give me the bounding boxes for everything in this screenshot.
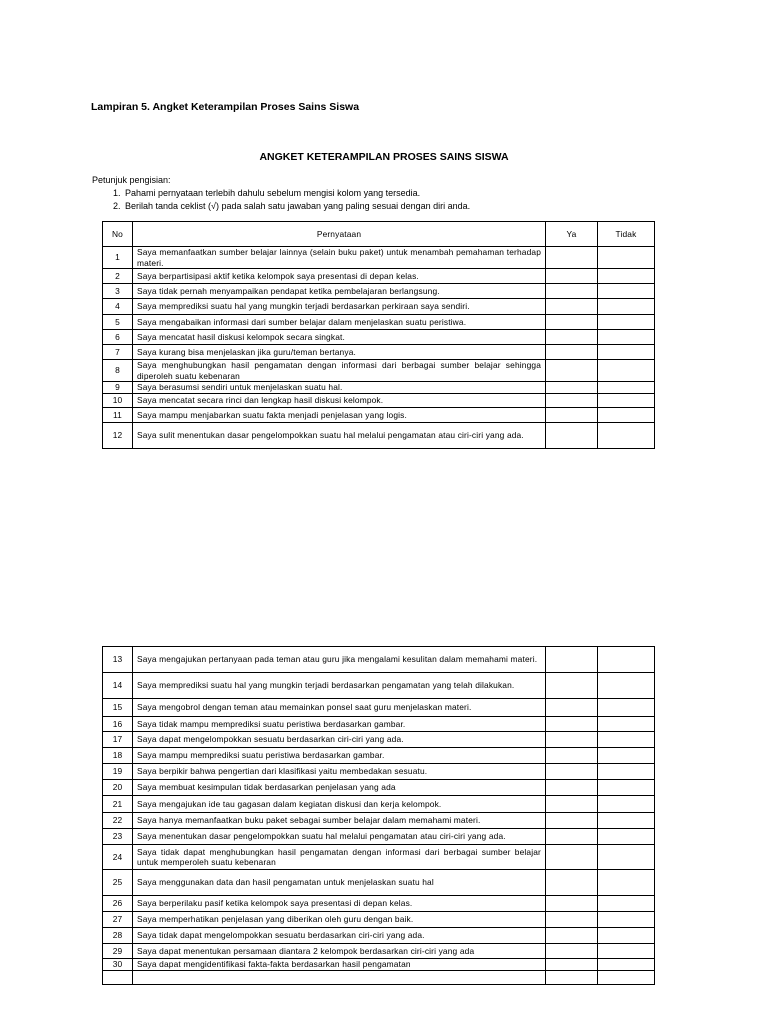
answer-yes-cell[interactable]	[546, 299, 598, 315]
answer-yes-cell[interactable]	[546, 912, 598, 928]
table-header-row	[103, 222, 655, 247]
answer-no-cell[interactable]	[598, 423, 655, 449]
header-statement: Pernyataan	[133, 222, 546, 247]
answer-no-cell[interactable]	[598, 912, 655, 928]
row-statement: Saya memprediksi suatu hal yang mungkin terjadi berdasarkan perkiraan saya sendiri.	[133, 299, 546, 315]
table-body-1	[103, 247, 655, 449]
answer-yes-cell[interactable]	[546, 247, 598, 269]
table-row	[103, 748, 655, 764]
row-statement: Saya tidak dapat mengelompokkan sesuatu berdasarkan ciri-ciri yang ada.	[133, 928, 546, 944]
answer-yes-cell[interactable]	[546, 717, 598, 732]
row-statement: Saya berperilaku pasif ketika kelompok saya presentasi di depan kelas.	[133, 896, 546, 912]
appendix-title: Lampiran 5. Angket Keterampilan Proses Sains Siswa	[91, 101, 360, 113]
answer-yes-cell[interactable]	[546, 845, 598, 870]
row-number	[103, 971, 133, 985]
table-row	[103, 673, 655, 699]
answer-no-cell[interactable]	[598, 717, 655, 732]
answer-yes-cell[interactable]	[546, 732, 598, 748]
answer-no-cell[interactable]	[598, 345, 655, 360]
answer-no-cell[interactable]	[598, 269, 655, 284]
table-body-2	[103, 647, 655, 985]
answer-no-cell[interactable]	[598, 845, 655, 870]
questionnaire-table-part-2	[102, 646, 655, 985]
row-number: 29	[103, 944, 133, 959]
answer-no-cell[interactable]	[598, 870, 655, 896]
instructions-heading: Petunjuk pengisian:	[92, 175, 171, 185]
row-statement: Saya mampu memprediksi suatu peristiwa berdasarkan gambar.	[133, 748, 546, 764]
table-row	[103, 394, 655, 408]
table-row	[103, 284, 655, 299]
row-statement: Saya berpikir bahwa pengertian dari klasifikasi yaitu membedakan sesuatu.	[133, 764, 546, 780]
row-number: 17	[103, 732, 133, 748]
table-row	[103, 944, 655, 959]
row-statement: Saya tidak dapat menghubungkan hasil pengamatan dengan informasi dari berbagai sumber belajar untuk memperoleh suatu kebenaran	[133, 845, 546, 870]
answer-no-cell[interactable]	[598, 699, 655, 717]
questionnaire-title: ANGKET KETERAMPILAN PROSES SAINS SISWA	[259, 151, 509, 163]
row-statement: Saya mencatat secara rinci dan lengkap hasil diskusi kelompok.	[133, 394, 546, 408]
row-statement: Saya memprediksi suatu hal yang mungkin terjadi berdasarkan pengamatan yang telah dilakukan.	[133, 673, 546, 699]
row-number: 25	[103, 870, 133, 896]
answer-yes-cell[interactable]	[546, 394, 598, 408]
table-row	[103, 647, 655, 673]
answer-yes-cell[interactable]	[546, 269, 598, 284]
answer-yes-cell[interactable]	[546, 382, 598, 394]
row-statement: Saya menghubungkan hasil pengamatan dengan informasi dari berbagai sumber belajar sehingga diperoleh suatu kebenaran	[133, 360, 546, 382]
answer-no-cell[interactable]	[598, 382, 655, 394]
answer-yes-cell[interactable]	[546, 944, 598, 959]
answer-no-cell[interactable]	[598, 408, 655, 423]
table-row	[103, 959, 655, 971]
row-number: 1	[103, 247, 133, 269]
row-number: 11	[103, 408, 133, 423]
answer-no-cell[interactable]	[598, 315, 655, 330]
answer-no-cell[interactable]	[598, 284, 655, 299]
answer-yes-cell[interactable]	[546, 780, 598, 796]
row-statement: Saya dapat mengelompokkan sesuatu berdasarkan ciri-ciri yang ada.	[133, 732, 546, 748]
row-statement: Saya mengajukan pertanyaan pada teman atau guru jika mengalami kesulitan dalam memahami materi.	[133, 647, 546, 673]
table-row	[103, 796, 655, 813]
answer-yes-cell[interactable]	[546, 647, 598, 673]
answer-no-cell[interactable]	[598, 748, 655, 764]
answer-no-cell[interactable]	[598, 394, 655, 408]
row-statement: Saya mengabaikan informasi dari sumber belajar dalam menjelaskan suatu peristiwa.	[133, 315, 546, 330]
row-number: 30	[103, 959, 133, 971]
answer-yes-cell[interactable]	[546, 870, 598, 896]
row-number: 19	[103, 764, 133, 780]
answer-no-cell[interactable]	[598, 647, 655, 673]
instruction-item: 2. Berilah tanda ceklist (√) pada salah satu jawaban yang paling sesuai dengan diri anda.	[123, 200, 470, 213]
answer-yes-cell[interactable]	[546, 345, 598, 360]
row-statement: Saya memanfaatkan sumber belajar lainnya (selain buku paket) untuk menambah pemahaman terhadap materi.	[133, 247, 546, 269]
header-no-answer: Tidak	[598, 222, 655, 247]
answer-yes-cell[interactable]	[546, 673, 598, 699]
answer-yes-cell[interactable]	[546, 360, 598, 382]
table-row	[103, 408, 655, 423]
row-statement: Saya memperhatikan penjelasan yang diberikan oleh guru dengan baik.	[133, 912, 546, 928]
row-number: 20	[103, 780, 133, 796]
row-number: 28	[103, 928, 133, 944]
table-row	[103, 382, 655, 394]
row-statement: Saya dapat menentukan persamaan diantara 2 kelompok berdasarkan ciri-ciri yang ada	[133, 944, 546, 959]
table-row	[103, 870, 655, 896]
questionnaire-table-part-1	[102, 221, 655, 449]
table-row	[103, 732, 655, 748]
row-number: 24	[103, 845, 133, 870]
answer-yes-cell[interactable]	[546, 796, 598, 813]
row-statement: Saya mengajukan ide tau gagasan dalam kegiatan diskusi dan kerja kelompok.	[133, 796, 546, 813]
row-statement: Saya kurang bisa menjelaskan jika guru/teman bertanya.	[133, 345, 546, 360]
table-row	[103, 269, 655, 284]
row-number: 13	[103, 647, 133, 673]
answer-no-cell[interactable]	[598, 330, 655, 345]
answer-no-cell[interactable]	[598, 764, 655, 780]
answer-no-cell[interactable]	[598, 780, 655, 796]
row-statement: Saya sulit menentukan dasar pengelompokkan suatu hal melalui pengamatan atau ciri-ciri yang ada.	[133, 423, 546, 449]
answer-yes-cell[interactable]	[546, 959, 598, 971]
answer-no-cell[interactable]	[598, 944, 655, 959]
answer-yes-cell[interactable]	[546, 330, 598, 345]
row-statement	[133, 971, 546, 985]
answer-yes-cell[interactable]	[546, 408, 598, 423]
answer-no-cell[interactable]	[598, 971, 655, 985]
answer-yes-cell[interactable]	[546, 423, 598, 449]
instruction-item: 1. Pahami pernyataan terlebih dahulu sebelum mengisi kolom yang tersedia.	[123, 187, 470, 200]
row-number: 23	[103, 829, 133, 845]
answer-yes-cell[interactable]	[546, 896, 598, 912]
table-row	[103, 780, 655, 796]
row-number: 27	[103, 912, 133, 928]
header-no: No	[103, 222, 133, 247]
row-number: 9	[103, 382, 133, 394]
row-statement: Saya mampu menjabarkan suatu fakta menjadi penjelasan yang logis.	[133, 408, 546, 423]
row-number: 22	[103, 813, 133, 829]
row-number: 26	[103, 896, 133, 912]
table-row	[103, 912, 655, 928]
answer-yes-cell[interactable]	[546, 813, 598, 829]
row-number: 18	[103, 748, 133, 764]
row-statement: Saya mencatat hasil diskusi kelompok secara singkat.	[133, 330, 546, 345]
instructions	[92, 174, 470, 213]
answer-yes-cell[interactable]	[546, 284, 598, 299]
row-number: 5	[103, 315, 133, 330]
row-number: 15	[103, 699, 133, 717]
header-yes: Ya	[546, 222, 598, 247]
table-row	[103, 829, 655, 845]
row-number: 10	[103, 394, 133, 408]
table-row	[103, 717, 655, 732]
row-number: 14	[103, 673, 133, 699]
answer-no-cell[interactable]	[598, 673, 655, 699]
answer-yes-cell[interactable]	[546, 699, 598, 717]
answer-yes-cell[interactable]	[546, 829, 598, 845]
row-number: 2	[103, 269, 133, 284]
table-row	[103, 764, 655, 780]
table-row	[103, 845, 655, 870]
table-row	[103, 360, 655, 382]
table-row	[103, 315, 655, 330]
answer-no-cell[interactable]	[598, 959, 655, 971]
row-statement: Saya mengobrol dengan teman atau memainkan ponsel saat guru menjelaskan materi.	[133, 699, 546, 717]
table-row	[103, 423, 655, 449]
row-number: 12	[103, 423, 133, 449]
row-statement: Saya menggunakan data dan hasil pengamatan untuk menjelaskan suatu hal	[133, 870, 546, 896]
answer-yes-cell[interactable]	[546, 928, 598, 944]
row-statement: Saya menentukan dasar pengelompokkan suatu hal melalui pengamatan atau ciri-ciri yang ada.	[133, 829, 546, 845]
row-number: 8	[103, 360, 133, 382]
answer-no-cell[interactable]	[598, 813, 655, 829]
row-statement: Saya tidak mampu memprediksi suatu peristiwa berdasarkan gambar.	[133, 717, 546, 732]
table-row	[103, 896, 655, 912]
row-statement: Saya tidak pernah menyampaikan pendapat ketika pembelajaran berlangsung.	[133, 284, 546, 299]
answer-no-cell[interactable]	[598, 829, 655, 845]
answer-no-cell[interactable]	[598, 928, 655, 944]
answer-yes-cell[interactable]	[546, 315, 598, 330]
row-statement: Saya dapat mengidentifikasi fakta-fakta berdasarkan hasil pengamatan	[133, 959, 546, 971]
row-number: 7	[103, 345, 133, 360]
answer-no-cell[interactable]	[598, 360, 655, 382]
instructions-list	[92, 187, 470, 213]
row-number: 3	[103, 284, 133, 299]
row-statement: Saya berpartisipasi aktif ketika kelompok saya presentasi di depan kelas.	[133, 269, 546, 284]
answer-no-cell[interactable]	[598, 299, 655, 315]
answer-yes-cell[interactable]	[546, 971, 598, 985]
row-number: 4	[103, 299, 133, 315]
answer-no-cell[interactable]	[598, 796, 655, 813]
table-row	[103, 247, 655, 269]
row-statement: Saya berasumsi sendiri untuk menjelaskan suatu hal.	[133, 382, 546, 394]
table-row	[103, 813, 655, 829]
table-row	[103, 330, 655, 345]
row-number: 16	[103, 717, 133, 732]
answer-yes-cell[interactable]	[546, 764, 598, 780]
row-number: 21	[103, 796, 133, 813]
table-row	[103, 971, 655, 985]
table-row	[103, 345, 655, 360]
table-row	[103, 299, 655, 315]
table-row	[103, 699, 655, 717]
answer-no-cell[interactable]	[598, 896, 655, 912]
row-statement: Saya hanya memanfaatkan buku paket sebagai sumber belajar dalam memahami materi.	[133, 813, 546, 829]
row-number: 6	[103, 330, 133, 345]
row-statement: Saya membuat kesimpulan tidak berdasarkan penjelasan yang ada	[133, 780, 546, 796]
answer-no-cell[interactable]	[598, 247, 655, 269]
table-row	[103, 928, 655, 944]
answer-no-cell[interactable]	[598, 732, 655, 748]
answer-yes-cell[interactable]	[546, 748, 598, 764]
